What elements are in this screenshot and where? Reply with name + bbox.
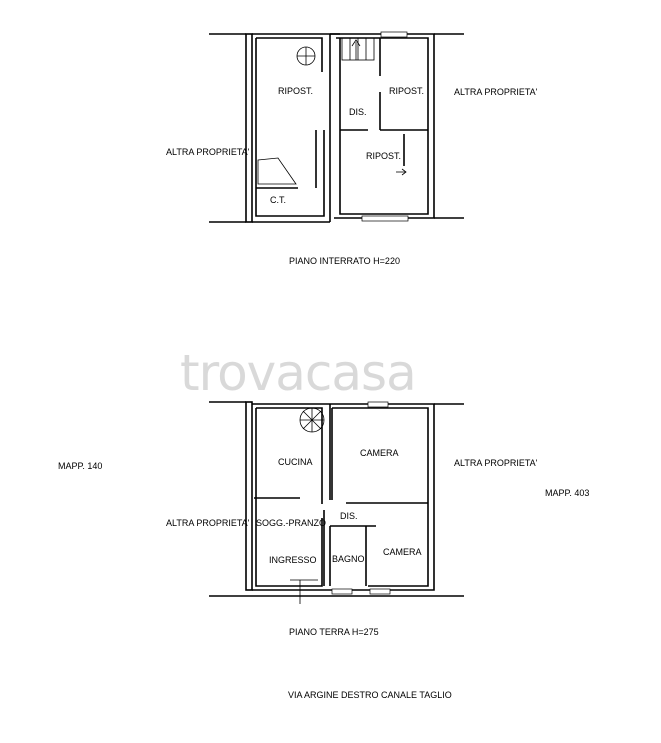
basement-room-ripost-3: RIPOST. — [366, 151, 402, 161]
basement-neighbor-right: ALTRA PROPRIETA' — [454, 87, 538, 97]
street-name: VIA ARGINE DESTRO CANALE TAGLIO — [288, 690, 452, 700]
basement-caption: PIANO INTERRATO H=220 — [289, 256, 400, 266]
ground-room-sogg-pranzo: SOGG.-PRANZO — [256, 518, 327, 528]
basement-room-dis: DIS. — [349, 107, 367, 117]
ground-room-cucina: CUCINA — [278, 457, 313, 467]
ground-room-camera-1: CAMERA — [360, 448, 399, 458]
ground-room-dis: DIS. — [340, 511, 358, 521]
ground-neighbor-left: ALTRA PROPRIETA' — [166, 518, 250, 528]
ground-neighbor-right: ALTRA PROPRIETA' — [454, 458, 538, 468]
basement-plan — [209, 32, 464, 222]
basement-room-ripost-1: RIPOST. — [278, 86, 314, 96]
ground-room-camera-2: CAMERA — [383, 547, 422, 557]
basement-neighbor-left: ALTRA PROPRIETA' — [166, 147, 250, 157]
watermark-logo: trovacasa — [180, 344, 416, 402]
basement-room-ripost-2: RIPOST. — [389, 86, 425, 96]
ground-floor-plan — [209, 402, 464, 604]
ground-mapp-right: MAPP. 403 — [545, 488, 590, 498]
ground-room-bagno: BAGNO — [332, 554, 365, 564]
ground-mapp-left: MAPP. 140 — [58, 461, 103, 471]
basement-room-ct: C.T. — [270, 195, 287, 205]
ground-room-ingresso: INGRESSO — [269, 555, 317, 565]
ground-caption: PIANO TERRA H=275 — [289, 627, 379, 637]
